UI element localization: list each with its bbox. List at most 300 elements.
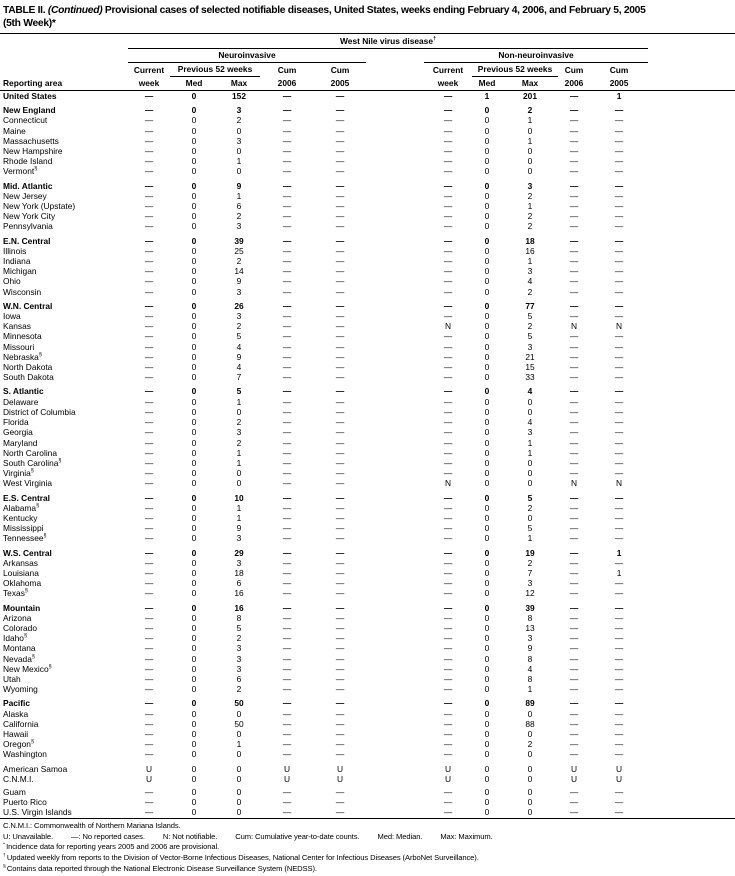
value-cell: 89: [525, 698, 535, 709]
value-cell: —: [144, 633, 154, 644]
value-cell: —: [614, 115, 624, 126]
area-cell: Louisiana: [3, 567, 39, 578]
value-cell: —: [614, 612, 624, 623]
value-cell: —: [335, 684, 345, 695]
value-cell: 0: [484, 749, 490, 760]
spacer-cell: [366, 568, 424, 578]
value-cell: —: [282, 406, 292, 417]
value-cell: —: [335, 372, 345, 383]
value-cell: —: [443, 221, 453, 232]
area-cell: Maine: [3, 125, 26, 136]
value-cell: —: [569, 684, 579, 695]
spacer-cell: [366, 774, 424, 784]
spacer-cell: [366, 588, 424, 598]
value-cell: 0: [484, 276, 490, 287]
value-cell: 0: [236, 787, 242, 797]
table-row: [0, 166, 735, 176]
value-cell: —: [335, 245, 345, 256]
area-cell: W.S. Central: [3, 547, 52, 558]
value-cell: —: [443, 547, 453, 558]
colhead-week-neuro: week: [128, 77, 170, 91]
table-row: [0, 342, 735, 352]
value-cell: —: [335, 201, 345, 212]
spacer-cell: [366, 331, 424, 341]
value-cell: —: [144, 478, 154, 489]
value-cell: 0: [191, 547, 197, 558]
value-cell: 0: [191, 512, 197, 523]
spacer-cell: [366, 709, 424, 719]
value-cell: 0: [484, 718, 490, 729]
value-cell: 0: [191, 602, 197, 613]
table-row: [0, 774, 735, 784]
value-cell: 5: [236, 386, 242, 397]
table-row: [0, 201, 735, 211]
value-cell: 0: [484, 447, 490, 458]
value-cell: —: [443, 437, 453, 448]
value-cell: —: [335, 602, 345, 613]
value-cell: —: [443, 557, 453, 568]
value-cell: —: [144, 512, 154, 523]
spacer-cell: [366, 126, 424, 136]
spacer-cell: [366, 146, 424, 156]
value-cell: 3: [236, 557, 242, 568]
value-cell: —: [569, 447, 579, 458]
area-cell: C.N.M.I.: [3, 773, 34, 784]
value-cell: 0: [484, 612, 490, 623]
value-cell: —: [335, 533, 345, 544]
spacer-cell: [366, 362, 424, 372]
area-cell: Nebraska§: [3, 351, 42, 362]
value-cell: —: [144, 547, 154, 558]
value-cell: —: [144, 362, 154, 373]
table-row: [0, 136, 735, 146]
value-cell: —: [282, 708, 292, 719]
area-cell: Nevada§: [3, 653, 35, 664]
value-cell: 0: [484, 351, 490, 362]
footnote-marker: *: [3, 842, 7, 848]
value-cell: —: [614, 235, 624, 246]
spacer-cell: [366, 739, 424, 749]
value-cell: —: [282, 633, 292, 644]
value-cell: —: [614, 276, 624, 287]
value-cell: 0: [191, 447, 197, 458]
area-cell: Kentucky: [3, 512, 38, 523]
filler-cell: [648, 438, 735, 448]
value-cell: 0: [191, 523, 197, 534]
value-cell: —: [335, 673, 345, 684]
value-cell: —: [443, 386, 453, 397]
legend-item: Med: Median.: [377, 831, 423, 841]
value-cell: —: [144, 331, 154, 342]
value-cell: —: [335, 331, 345, 342]
value-cell: —: [569, 739, 579, 750]
value-cell: —: [335, 166, 345, 177]
value-cell: —: [335, 406, 345, 417]
table-row: [0, 221, 735, 231]
value-cell: —: [569, 578, 579, 589]
filler-cell: [648, 321, 735, 331]
area-footnote-marker: §: [30, 739, 34, 746]
spacer-cell: [366, 749, 424, 759]
value-cell: —: [144, 684, 154, 695]
value-cell: —: [614, 468, 624, 479]
value-cell: 9: [527, 643, 533, 654]
area-cell: Wisconsin: [3, 286, 42, 297]
value-cell: U: [145, 763, 153, 774]
value-cell: —: [144, 125, 154, 136]
value-cell: 3: [236, 105, 242, 116]
area-footnote-marker: §: [34, 166, 38, 173]
footnote-marker: §: [3, 864, 7, 870]
area-cell: West Virginia: [3, 478, 53, 489]
value-cell: —: [282, 457, 292, 468]
value-cell: 12: [525, 588, 535, 599]
value-cell: 0: [484, 523, 490, 534]
value-cell: 8: [527, 673, 533, 684]
table-row: [0, 623, 735, 633]
value-cell: —: [569, 492, 579, 503]
filler-cell: [648, 568, 735, 578]
area-cell: Ohio: [3, 276, 21, 287]
value-cell: —: [335, 718, 345, 729]
legend-item: U: Unavailable.: [3, 831, 53, 841]
value-cell: —: [144, 523, 154, 534]
value-cell: —: [144, 437, 154, 448]
spacer-cell: [366, 177, 424, 191]
colhead-cum2005-neuro: Cum: [330, 64, 350, 75]
value-cell: —: [614, 362, 624, 373]
value-cell: 1: [236, 156, 242, 167]
area-cell: California: [3, 718, 39, 729]
value-cell: —: [614, 190, 624, 201]
value-cell: —: [614, 653, 624, 664]
value-cell: —: [569, 221, 579, 232]
spacer-cell: [366, 674, 424, 684]
value-cell: —: [144, 311, 154, 322]
colhead-prev52-neuro: Previous 52 weeks: [170, 63, 260, 77]
value-cell: 15: [525, 362, 535, 373]
value-cell: —: [282, 166, 292, 177]
spacer-cell: [366, 91, 424, 102]
table-row: [0, 438, 735, 448]
value-cell: —: [614, 396, 624, 407]
value-cell: 3: [236, 221, 242, 232]
value-cell: 0: [484, 125, 490, 136]
footnotes: [0, 819, 735, 876]
spacer-cell: [366, 372, 424, 382]
value-cell: —: [282, 567, 292, 578]
value-cell: —: [144, 300, 154, 311]
spacer-cell: [366, 458, 424, 468]
value-cell: —: [614, 341, 624, 352]
value-cell: —: [569, 653, 579, 664]
value-cell: 1: [527, 115, 533, 126]
area-cell: Rhode Island: [3, 156, 53, 167]
spanner-spacer-left: [0, 36, 128, 49]
table-row: [0, 256, 735, 266]
value-cell: —: [282, 201, 292, 212]
spacer-cell: [366, 533, 424, 543]
value-cell: —: [144, 673, 154, 684]
area-footnote-marker: §: [31, 653, 35, 660]
value-cell: 0: [191, 478, 197, 489]
value-cell: —: [569, 468, 579, 479]
value-cell: —: [614, 492, 624, 503]
footnote-marker: †: [3, 853, 7, 859]
reporting-area-label: Reporting area: [0, 77, 128, 91]
value-cell: —: [282, 588, 292, 599]
value-cell: 0: [236, 478, 242, 489]
value-cell: —: [569, 728, 579, 739]
value-cell: 0: [502, 807, 558, 818]
value-cell: —: [335, 653, 345, 664]
value-cell: —: [569, 300, 579, 311]
value-cell: 2: [236, 684, 242, 695]
spacer-cell: [366, 136, 424, 146]
value-cell: —: [282, 492, 292, 503]
value-cell: N: [444, 321, 452, 332]
area-cell: Arkansas: [3, 557, 38, 568]
value-cell: 0: [191, 588, 197, 599]
value-cell: —: [282, 125, 292, 136]
value-cell: 152: [232, 91, 246, 101]
value-cell: 0: [191, 718, 197, 729]
value-cell: 201: [523, 91, 537, 101]
area-cell: Mountain: [3, 602, 41, 613]
value-cell: —: [144, 146, 154, 157]
value-cell: —: [144, 468, 154, 479]
area-cell: Indiana: [3, 256, 31, 267]
value-cell: —: [335, 221, 345, 232]
area-cell: Pennsylvania: [3, 221, 53, 232]
value-cell: 3: [236, 643, 242, 654]
colhead-med-nonneuro: Med: [472, 77, 502, 91]
table-row: [0, 407, 735, 417]
value-cell: —: [282, 300, 292, 311]
table-row: [0, 513, 735, 523]
table-row: [0, 246, 735, 256]
value-cell: —: [443, 663, 453, 674]
value-cell: N: [570, 321, 578, 332]
value-cell: —: [443, 91, 453, 101]
value-cell: 2: [236, 417, 242, 428]
value-cell: 0: [484, 190, 490, 201]
value-cell: 0: [191, 221, 197, 232]
value-cell: N: [570, 478, 578, 489]
value-cell: 0: [191, 653, 197, 664]
value-cell: —: [614, 300, 624, 311]
area-footnote-marker: §: [58, 458, 62, 465]
value-cell: 9: [236, 523, 242, 534]
area-cell: E.N. Central: [3, 235, 51, 246]
value-cell: —: [335, 105, 345, 116]
value-cell: —: [569, 341, 579, 352]
value-cell: —: [144, 156, 154, 167]
value-cell: —: [614, 557, 624, 568]
value-cell: —: [569, 256, 579, 267]
filler-cell: [648, 276, 735, 286]
value-cell: 5: [527, 331, 533, 342]
value-cell: —: [443, 653, 453, 664]
value-cell: 0: [236, 468, 242, 479]
filler-cell: [648, 362, 735, 372]
filler-cell: [648, 201, 735, 211]
value-cell: 7: [527, 567, 533, 578]
value-cell: —: [614, 447, 624, 458]
footnote-cnmi: C.N.M.I.: Commonwealth of Northern Mariana Islands.: [3, 820, 181, 830]
value-cell: 0: [484, 787, 490, 797]
value-cell: —: [569, 190, 579, 201]
value-cell: 0: [191, 331, 197, 342]
spacer-cell: [366, 544, 424, 558]
value-cell: 4: [527, 663, 533, 674]
footnote-legend: [3, 832, 732, 843]
value-cell: —: [443, 135, 453, 146]
value-cell: —: [569, 146, 579, 157]
value-cell: —: [282, 286, 292, 297]
value-cell: 0: [484, 362, 490, 373]
spacer-cell: [366, 256, 424, 266]
value-cell: —: [443, 276, 453, 287]
area-cell: Oklahoma: [3, 578, 42, 589]
value-cell: —: [614, 633, 624, 644]
value-cell: —: [144, 245, 154, 256]
value-cell: —: [144, 787, 154, 797]
value-cell: —: [614, 135, 624, 146]
spacer-cell: [366, 427, 424, 437]
value-cell: 21: [525, 351, 535, 362]
value-cell: 0: [484, 256, 490, 267]
value-cell: 0: [191, 125, 197, 136]
value-cell: —: [569, 718, 579, 729]
value-cell: —: [443, 372, 453, 383]
value-cell: —: [282, 156, 292, 167]
area-cell: New York City: [3, 211, 56, 222]
filler-cell: [648, 709, 735, 719]
value-cell: 9: [236, 180, 242, 191]
spacer-cell: [366, 211, 424, 221]
value-cell: —: [282, 663, 292, 674]
value-cell: 0: [191, 457, 197, 468]
area-footnote-marker: §: [24, 588, 28, 595]
value-cell: —: [614, 156, 624, 167]
value-cell: —: [443, 684, 453, 695]
table-row: [0, 568, 735, 578]
value-cell: —: [569, 372, 579, 383]
value-cell: 0: [191, 406, 197, 417]
spacer-cell: [366, 115, 424, 125]
spacer-cell: [366, 797, 424, 807]
value-cell: —: [569, 166, 579, 177]
value-cell: 0: [484, 533, 490, 544]
area-footnote-marker: §: [23, 633, 27, 640]
table-row: [0, 191, 735, 201]
value-cell: —: [614, 331, 624, 342]
value-cell: —: [569, 663, 579, 674]
filler-cell: [648, 156, 735, 166]
value-cell: 88: [525, 718, 535, 729]
value-cell: —: [144, 235, 154, 246]
area-cell: South Carolina§: [3, 457, 62, 468]
area-cell: Puerto Rico: [3, 797, 47, 808]
value-cell: —: [335, 749, 345, 760]
value-cell: —: [614, 311, 624, 322]
footnote-line: † Updated weekly from reports to the Division of Vector-Borne Infectious Diseases, National Center for Infectious Diseases (ArboNet Surveillance).: [3, 853, 479, 863]
value-cell: —: [144, 612, 154, 623]
value-cell: 0: [484, 478, 490, 489]
value-cell: —: [614, 728, 624, 739]
value-cell: 0: [484, 653, 490, 664]
value-cell: —: [443, 180, 453, 191]
value-cell: —: [335, 578, 345, 589]
value-cell: 0: [191, 663, 197, 674]
filler-cell: [648, 489, 735, 503]
area-cell: District of Columbia: [3, 406, 76, 417]
value-cell: 0: [484, 341, 490, 352]
colhead-current-nonneuro: Current: [432, 64, 464, 75]
value-cell: —: [144, 622, 154, 633]
table-row: [0, 533, 735, 543]
value-cell: U: [570, 773, 578, 784]
value-cell: —: [614, 588, 624, 599]
value-cell: —: [614, 797, 624, 808]
value-cell: —: [443, 612, 453, 623]
spacer-cell: [366, 633, 424, 643]
value-cell: 2: [527, 190, 533, 201]
value-cell: 0: [191, 468, 197, 479]
area-cell: U.S. Virgin Islands: [0, 807, 128, 818]
value-cell: —: [282, 622, 292, 633]
table-row: [0, 126, 735, 136]
table-row: [0, 287, 735, 297]
value-cell: 0: [527, 708, 533, 719]
value-cell: 0: [191, 245, 197, 256]
value-cell: —: [443, 245, 453, 256]
value-cell: —: [569, 797, 579, 808]
value-cell: 4: [527, 276, 533, 287]
value-cell: 1: [527, 201, 533, 212]
value-cell: —: [335, 512, 345, 523]
title-rule: [0, 33, 735, 34]
value-cell: 0: [191, 417, 197, 428]
value-cell: 19: [525, 547, 535, 558]
value-cell: —: [569, 602, 579, 613]
value-cell: —: [614, 437, 624, 448]
area-cell: Washington: [3, 749, 47, 760]
value-cell: 2: [527, 105, 533, 116]
value-cell: —: [335, 156, 345, 167]
value-cell: —: [144, 351, 154, 362]
value-cell: —: [144, 557, 154, 568]
table-row: [0, 417, 735, 427]
value-cell: 0: [484, 245, 490, 256]
spacer-cell: [366, 311, 424, 321]
colhead-row-2: [0, 77, 735, 91]
value-cell: —: [335, 478, 345, 489]
footnote-line: * Incidence data for reporting years 2005 and 2006 are provisional.: [3, 842, 220, 852]
value-cell: —: [614, 406, 624, 417]
value-cell: —: [614, 256, 624, 267]
table-row: [0, 156, 735, 166]
colhead-2005-nonneuro: 2005: [590, 77, 648, 91]
value-cell: —: [335, 427, 345, 438]
disease-spanner-label: West Nile virus disease: [340, 36, 433, 46]
value-cell: 0: [484, 115, 490, 126]
spacer-cell: [366, 352, 424, 362]
value-cell: 0: [191, 311, 197, 322]
value-cell: —: [144, 728, 154, 739]
value-cell: 2: [236, 321, 242, 332]
